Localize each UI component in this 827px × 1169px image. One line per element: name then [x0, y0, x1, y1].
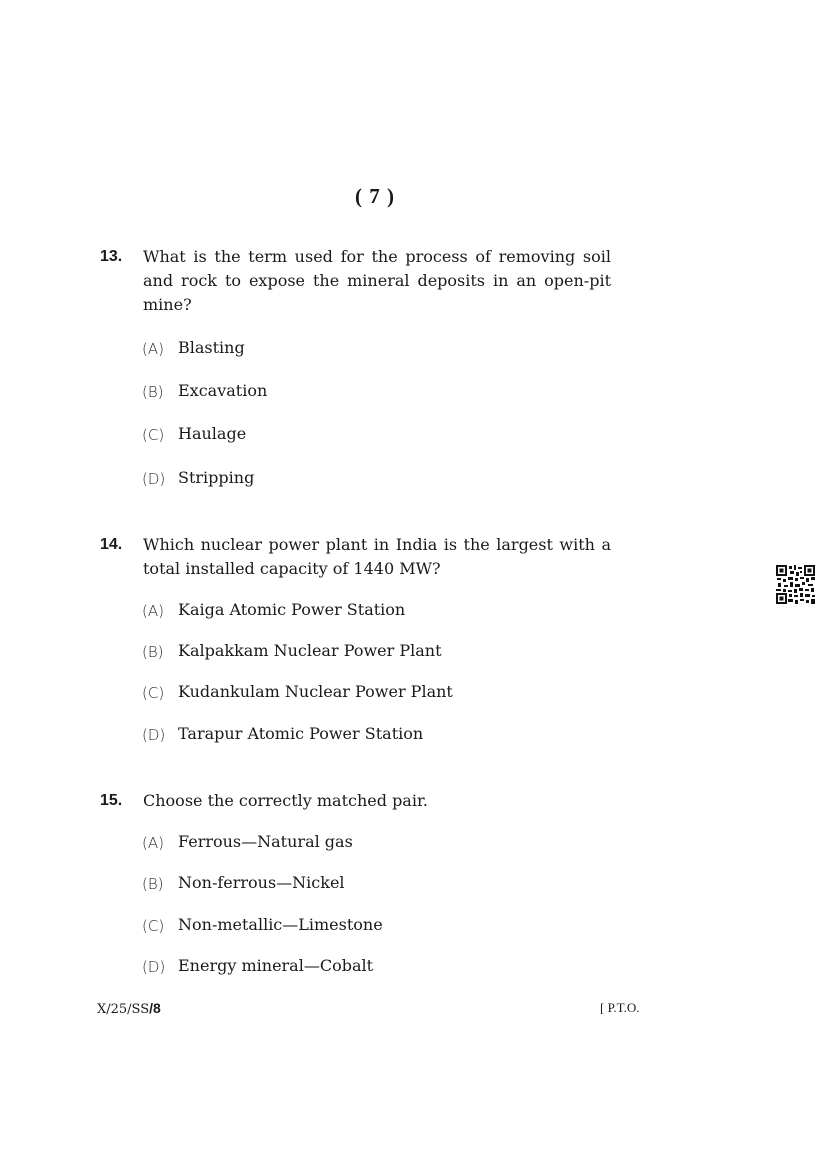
question-14-option-c-letter: (C): [142, 684, 165, 702]
question-15-option-c-text: Non-metallic—Limestone: [178, 915, 383, 934]
question-13-option-a-letter: (A): [142, 340, 164, 358]
question-14-number: 14.: [100, 536, 123, 553]
question-14-option-d-letter: (D): [142, 726, 166, 744]
question-15-option-a-text: Ferrous—Natural gas: [178, 832, 353, 851]
question-15-option-d-letter: (D): [142, 958, 166, 976]
question-15-option-d-text: Energy mineral—Cobalt: [178, 956, 374, 975]
question-13-text: What is the term used for the process of removing soil and rock to expose the mineral deposits in an open-pit mine?: [143, 247, 611, 314]
question-13-option-b-text: Excavation: [178, 381, 268, 400]
question-14-text: Which nuclear power plant in India is the largest with a total installed capacity of 1440 MW?: [143, 535, 611, 578]
question-13-option-b-letter: (B): [142, 383, 164, 401]
question-14-option-a-letter: (A): [142, 602, 164, 620]
question-14-option-a-text: Kaiga Atomic Power Station: [178, 600, 406, 619]
question-13-option-a-text: Blasting: [178, 338, 245, 357]
question-14-option-d-text: Tarapur Atomic Power Station: [178, 724, 424, 743]
question-14-option-c-text: Kudankulam Nuclear Power Plant: [178, 682, 453, 701]
question-13-option-d-letter: (D): [142, 470, 166, 488]
question-15-option-c-letter: (C): [142, 917, 165, 935]
question-15-number: 15.: [100, 792, 123, 809]
question-13-option-c-letter: (C): [142, 426, 165, 444]
question-15-option-b-letter: (B): [142, 875, 164, 893]
paper-code: [97, 1000, 161, 1017]
question-14-option-b-text: Kalpakkam Nuclear Power Plant: [178, 641, 442, 660]
question-14-option-b-letter: (B): [142, 643, 164, 661]
question-15-option-a-letter: (A): [142, 834, 164, 852]
question-13-option-d-text: Stripping: [178, 468, 255, 487]
question-13-number: 13.: [100, 248, 123, 265]
qr-code-icon: [776, 565, 815, 604]
question-15-text: Choose the correctly matched pair.: [143, 791, 428, 810]
paper-code-prefix: X/25/SS: [97, 1002, 150, 1017]
page-number: ( 7 ): [355, 184, 395, 208]
paper-code-suffix: /8: [149, 1000, 161, 1016]
question-15-option-b-text: Non-ferrous—Nickel: [178, 873, 345, 892]
pto-marker: [ P.T.O.: [600, 1000, 640, 1015]
question-13-option-c-text: Haulage: [178, 424, 247, 443]
